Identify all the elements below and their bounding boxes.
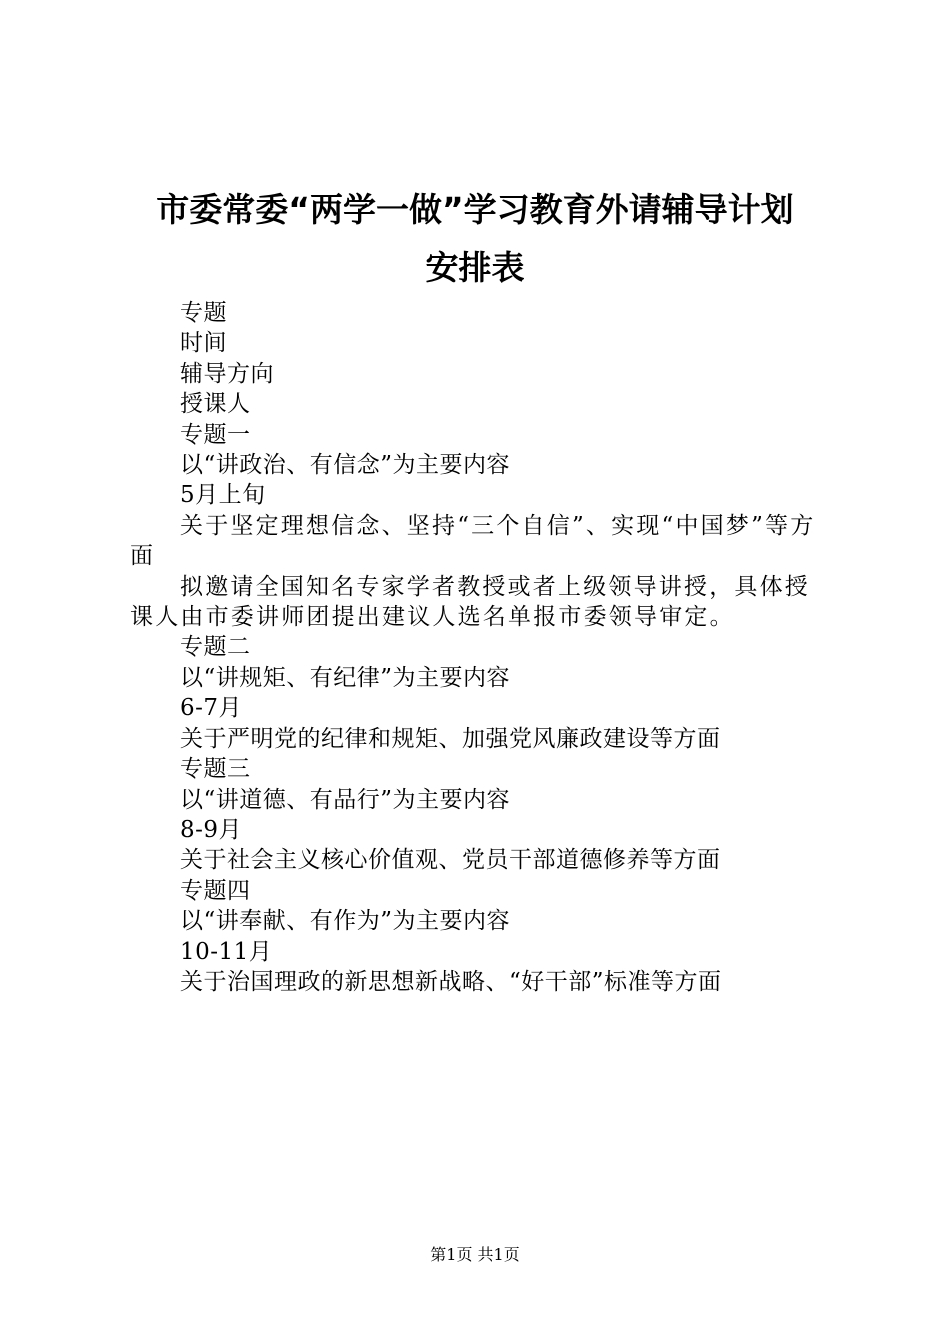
document-title-line-2: 安排表 [425,248,525,287]
document-body [130,298,835,997]
paragraph-topic-3-time: 8-9月 [180,816,243,843]
paragraph-topic-2-direction: 关于严明党的纪律和规矩、加强党风廉政建设等方面 [180,725,721,752]
paragraph-topic-4-content: 以“讲奉献、有作为”为主要内容 [180,908,511,935]
paragraph-topic-1-time: 5月上旬 [180,482,266,509]
paragraph-topic-1-direction: 关于坚定理想信念、坚持“三个自信”、实现“中国梦”等方面 [130,512,816,570]
paragraph-topic-2: 专题二 [180,634,251,661]
paragraph-header-lecturer: 授课人 [180,391,251,418]
paragraph-topic-4-time: 10-11月 [180,938,273,965]
paragraph-topic-4: 专题四 [180,877,251,904]
page-footer: 第1页 共1页 [430,1245,520,1264]
paragraph-topic-3: 专题三 [180,756,251,783]
paragraph-topic-2-content: 以“讲规矩、有纪律”为主要内容 [180,664,511,691]
document-title-line-1: 市委常委“两学一做”学习教育外请辅导计划 [156,190,794,229]
paragraph-header-time: 时间 [180,330,227,357]
paragraph-topic-2-time: 6-7月 [180,695,243,722]
paragraph-topic-3-direction: 关于社会主义核心价值观、党员干部道德修养等方面 [180,847,721,874]
paragraph-topic-4-direction: 关于治国理政的新思想新战略、“好干部”标准等方面 [180,968,722,995]
paragraph-topic-1: 专题一 [180,421,251,448]
paragraph-topic-1-content: 以“讲政治、有信念”为主要内容 [180,452,511,479]
paragraph-header-topic: 专题 [180,300,227,326]
paragraph-lecturer-note: 拟邀请全国知名专家学者教授或者上级领导讲授，具体授课人由市委讲师团提出建议人选名单报市委领导审定。 [130,573,810,631]
paragraph-header-direction: 辅导方向 [180,360,274,387]
paragraph-topic-3-content: 以“讲道德、有品行”为主要内容 [180,786,511,813]
